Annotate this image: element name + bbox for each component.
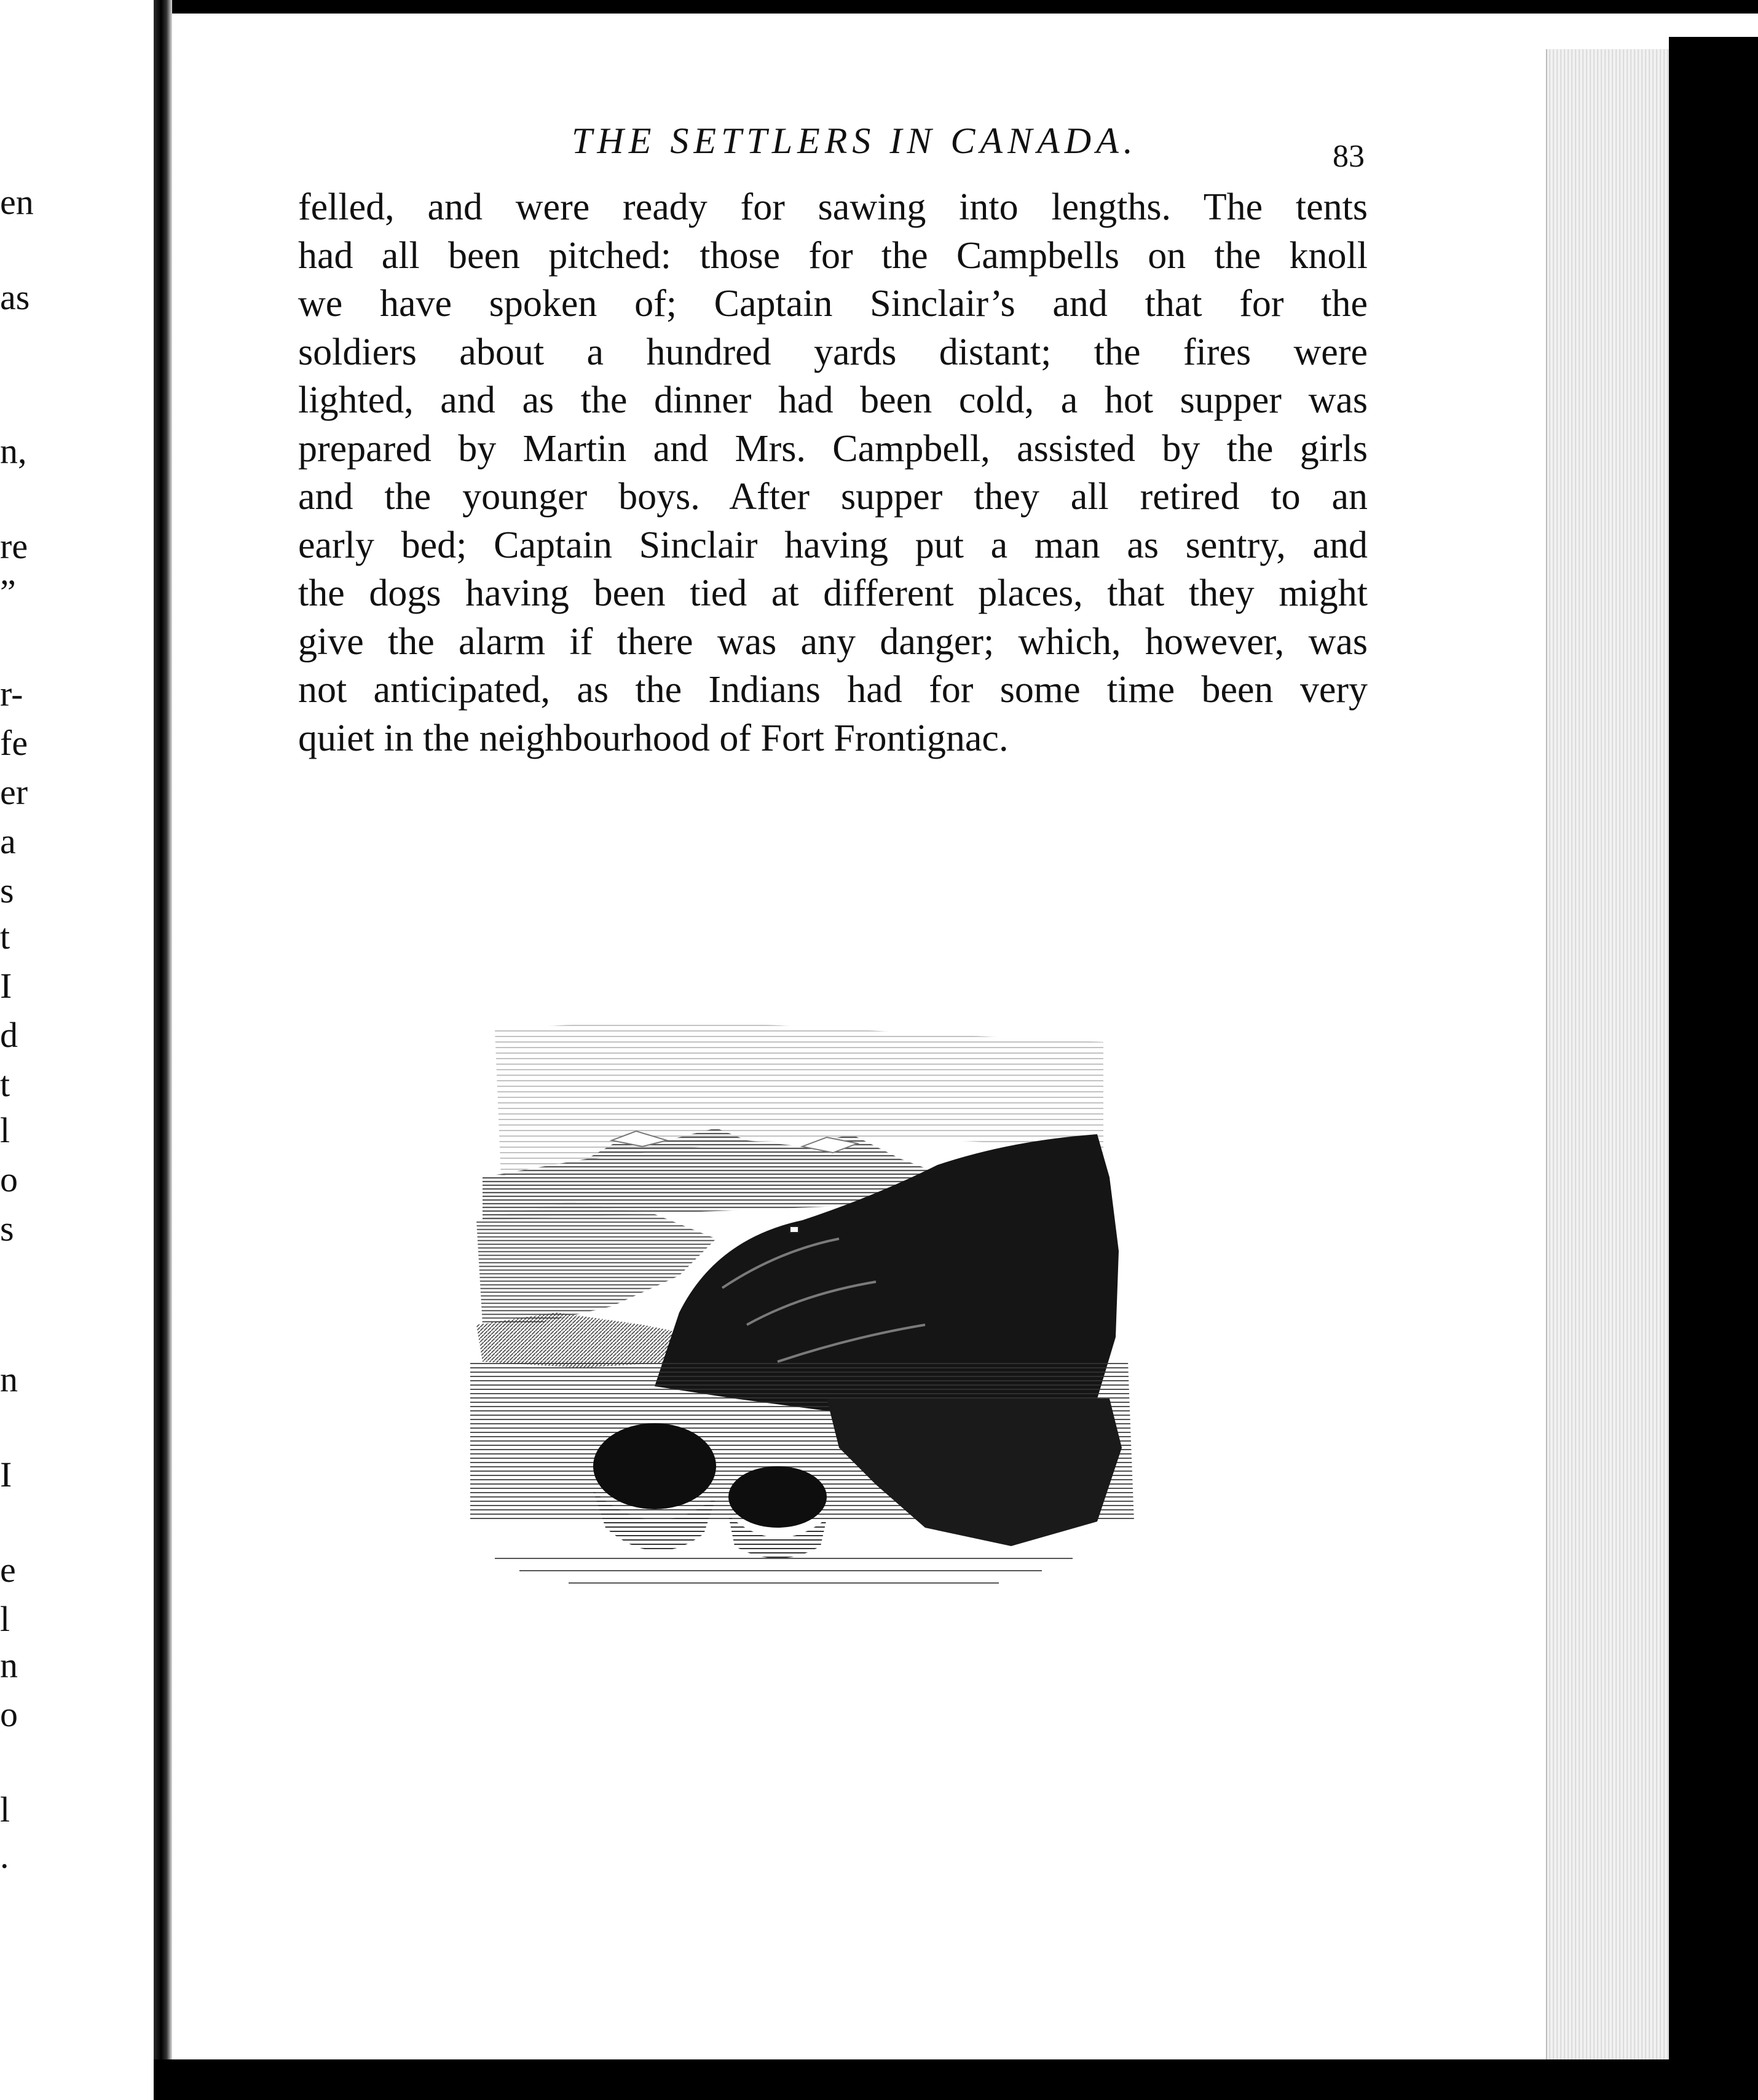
foreground-rock: [593, 1423, 716, 1509]
text-line: and the younger boys. After supper they all retired to an: [298, 476, 1368, 518]
scan-border-right: [1669, 37, 1758, 2066]
text-line: had all been pitched: those for the Campbells on the knoll: [298, 234, 1368, 277]
left-page-fragment: t: [0, 917, 10, 957]
text-line: we have spoken of; Captain Sinclair’s and that for the: [298, 283, 1368, 325]
foreground-rock: [728, 1466, 827, 1528]
left-page-fragment: I: [0, 966, 12, 1006]
left-page-fragment: as: [0, 277, 30, 317]
left-page-fragment: s: [0, 870, 14, 910]
text-line: quiet in the neighbourhood of Fort Frontignac.: [298, 717, 1009, 759]
text-line: soldiers about a hundred yards distant; the fires were: [298, 331, 1368, 373]
left-page-fragment: .: [0, 1836, 9, 1876]
left-page-fragment: l: [0, 1790, 10, 1830]
left-page-fragment: r-: [0, 674, 23, 714]
left-page-fragment: fe: [0, 723, 28, 763]
water-fringe: [495, 1558, 1073, 1583]
page-stack-edges: [1546, 49, 1670, 2072]
text-line: not anticipated, as the Indians had for some time been very: [298, 669, 1368, 711]
running-head: THE SETTLERS IN CANADA.: [572, 120, 1138, 161]
text-line: lighted, and as the dinner had been cold, a hot supper was: [298, 379, 1368, 421]
text-line: early bed; Captain Sinclair having put a man as sentry, and: [298, 524, 1368, 566]
left-hills: [476, 1202, 716, 1325]
text-line: give the alarm if there was any danger; which, however, was: [298, 620, 1368, 663]
text-line: the dogs having been tied at different places, that they might: [298, 572, 1368, 614]
scan-border-top: [172, 0, 1758, 14]
left-page-fragment: I: [0, 1455, 12, 1494]
left-page-fragment: n: [0, 1645, 18, 1685]
left-page-fragment: s: [0, 1209, 14, 1249]
lake-landscape-engraving: [458, 1017, 1153, 1598]
left-page-fragment: a: [0, 821, 16, 861]
text-line: felled, and were ready for sawing into lengths. The tents: [298, 186, 1368, 228]
left-page-fragment: l: [0, 1110, 10, 1150]
left-page-fragment: er: [0, 772, 28, 812]
book-gutter: [154, 0, 172, 2100]
page-number: 83: [1333, 139, 1365, 174]
left-page-fragment: o: [0, 1694, 18, 1734]
left-page-fragment: e: [0, 1550, 16, 1590]
left-facing-page: [0, 0, 161, 2100]
left-page-fragment: en: [0, 182, 34, 222]
left-page-fragment: re: [0, 526, 28, 566]
left-page-fragment: o: [0, 1159, 18, 1199]
cabin: [790, 1226, 798, 1233]
text-line: prepared by Martin and Mrs. Campbell, assisted by the girls: [298, 427, 1368, 470]
left-page-fragment: n,: [0, 431, 27, 471]
left-page-fragment: ”: [0, 572, 16, 612]
left-page-fragment: l: [0, 1599, 10, 1639]
body-paragraph: [298, 183, 1368, 762]
scan-border-bottom: [154, 2059, 1758, 2100]
left-page-fragment: n: [0, 1359, 18, 1399]
left-page-fragment: t: [0, 1064, 10, 1104]
headland-reflection: [827, 1399, 1122, 1546]
left-page-fragment: d: [0, 1015, 18, 1055]
